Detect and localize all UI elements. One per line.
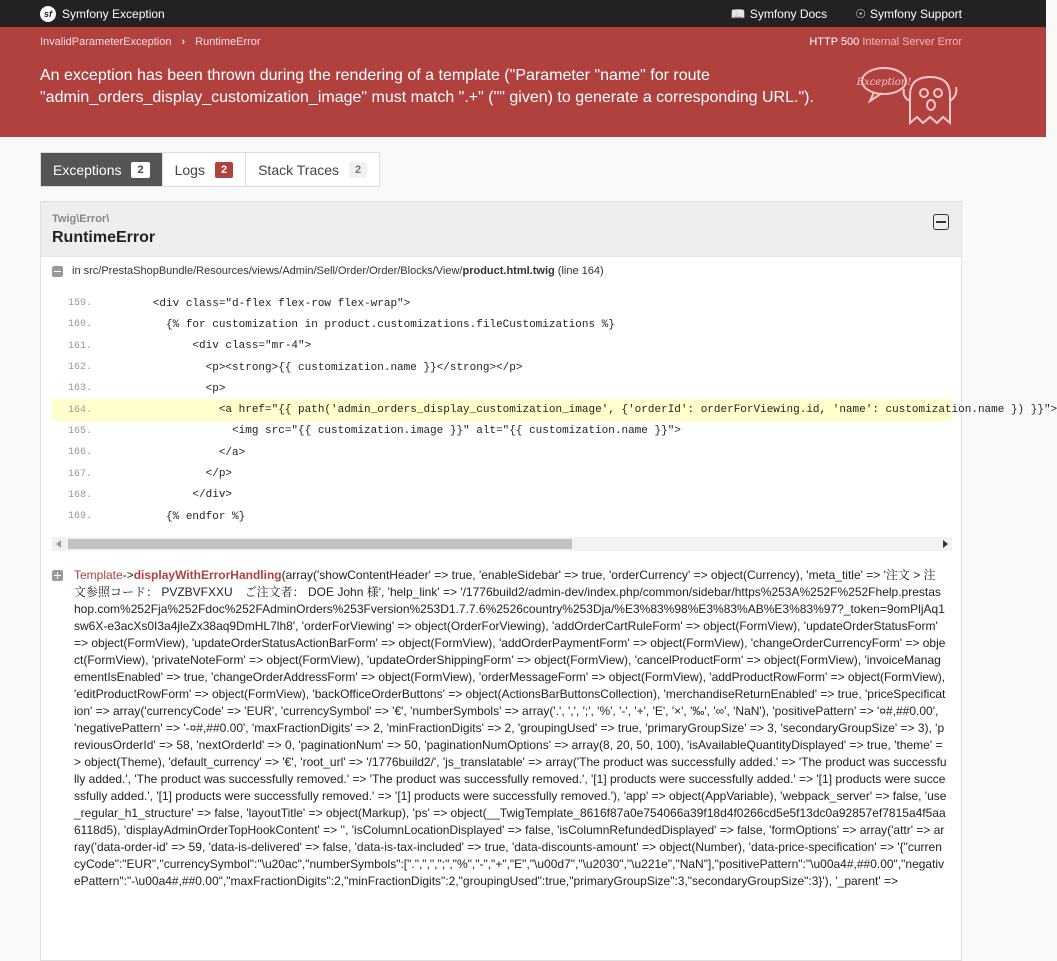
scroll-left-icon[interactable] <box>56 540 61 548</box>
code-text: <p><strong>{{ customization.name }}</strong></p> <box>100 361 523 374</box>
svg-text:Exception!: Exception! <box>856 77 912 88</box>
code-line <box>52 314 952 335</box>
http-status <box>809 36 962 48</box>
code-text: </p> <box>100 468 233 481</box>
line-number: 164. <box>67 404 92 416</box>
code-text: <div class="d-flex flex-row flex-wrap"> <box>100 297 411 310</box>
exception-namespace: Twig\Error\ <box>52 213 110 225</box>
line-number: 165. <box>67 425 92 437</box>
code-line <box>52 506 952 527</box>
symfony-docs-link[interactable] <box>731 7 827 21</box>
count-badge: 2 <box>349 162 367 178</box>
line-number: 166. <box>67 447 92 459</box>
trace-function: displayWithErrorHandling <box>133 568 282 582</box>
docs-label: Symfony Docs <box>749 6 828 21</box>
book-icon: 📖 <box>730 6 746 21</box>
trace-item <box>52 567 947 890</box>
code-line <box>52 378 952 399</box>
horizontal-scrollbar[interactable] <box>52 537 952 551</box>
expand-icon[interactable] <box>52 570 63 581</box>
code-text: </div> <box>100 489 233 502</box>
line-number: 168. <box>67 489 92 501</box>
line-number: 159. <box>67 298 92 310</box>
code-text: <p> <box>100 382 226 395</box>
exception-panel <box>40 201 1057 961</box>
breadcrumb-item-invalidparameterexception[interactable]: InvalidParameterException <box>40 36 172 48</box>
trace-args: (array('showContentHeader' => true, 'enableSidebar' => true, 'orderCurrency' => object(Currency), 'meta_title' => '注文 > 注文参照コード： PVZBVFXXU ご注文者： DOE John 様', 'help_link' => '/1776build2/admin-dev/index.php/common/sidebar/https%253A%252F%252Fhelp.prestashop.com%252Fja%252Fdoc%252FAdminOrders%253Fversion%253D1.7.7.6%2526country%253Dja/%E3%83%98%E3%83%AB%E3%83%97?_token=9omPljAq1sw6X-e3acXs0I3a4jleZx38aq9DmHL7lh8', 'orderForViewing' => object(OrderForViewing), 'addOrderCartRuleForm' => object(FormView), 'updateOrderStatusForm' => object(FormView), 'updateOrderStatusActionBarForm' => object(FormView), 'addOrderPaymentForm' => object(FormView), 'changeOrderCurrencyForm' => object(FormView), 'privateNoteForm' => object(FormView), 'updateOrderShippingForm' => object(FormView), 'cancelProductForm' => object(FormView), 'invoiceManagementIsEnabled' => true, 'changeOrderAddressForm' => object(FormView), 'orderMessageForm' => object(FormView), 'addProductRowForm' => object(FormView), 'editProductRowForm' => object(FormView), 'backOfficeOrderButtons' => object(ActionsBarButtonsCollection), 'merchandiseReturnEnabled' => true, 'priceSpecification' => array('currencyCode' => 'EUR', 'currencySymbol' => '€', 'numberSymbols' => array('.', ',', ';', '%', '-', '+', 'E', '×', '‰', '∞', 'NaN'), 'positivePattern' => '¤#,##0.00', 'negativePattern' => '-¤#,##0.00', 'maxFractionDigits' => 2, 'minFractionDigits' => 2, 'groupingUsed' => true, 'primaryGroupSize' => 3, 'secondaryGroupSize' => 3), 'previousOrderId' => 58, 'nextOrderId' => 0, 'paginationNum' => 50, 'paginationNumOptions' => array(8, 20, 50, 100), 'isAvailableQuantityDisplayed' => true, 'theme' => object(Theme), 'default_currency' => '€', 'root_url' => '/1776build2/', 'js_translatable' => array('The product was successfully added.' => 'The product was successfully added.', 'The product was successfully removed.' => 'The product was successfully removed.', '[1] products were successfully added.' => '[1] products were successfully added.', '[1] products were successfully removed.' => '[1] products were successfully removed.'), 'app' => object(AppVariable), 'webpack_server' => false, 'use_regular_h1_structure' => false, 'layoutTitle' => object(Markup), 'ps' => object(__TwigTemplate_8616f87a0e754066a39f18d4f0266cd5e5f13dc0a92857ef7815a4f5aa6118d5), 'displayAdminOrderTopHookContent' => '', 'isColumnLocationDisplayed' => false, 'isColumnRefundedDisplayed' => false, 'formOptions' => array('attr' => array('data-order-id' => 59, 'data-is-delivered' => false, 'data-is-tax-included' => true, 'data-discounts-amount' => object(Number), 'data-price-specification' => '{"currencyCode":"EUR","currencySymbol":"\u20ac","numberSymbols":[".",",",";","%","-","+","E","\u00d7","\u2030","\u221e","NaN"],"positivePattern":"\u00a4#,##0.00","negativePattern":"-\u00a4#,##0.00","maxFractionDigits":2,"minFractionDigits":2,"groupingUsed":true,"primaryGroupSize":3,"secondaryGroupSize":3}'), '_parent' => <box>74 568 947 888</box>
brand[interactable] <box>40 6 165 22</box>
tab-label: Stack Traces <box>258 161 340 178</box>
tab-stack-traces[interactable] <box>246 153 379 186</box>
line-number: 162. <box>67 362 92 374</box>
code-line <box>52 357 952 378</box>
exception-class: RuntimeError <box>52 229 156 246</box>
lifebuoy-icon: ☉ <box>855 6 866 21</box>
code-text: {% for customization in product.customizations.fileCustomizations %} <box>100 318 615 331</box>
tab-label: Logs <box>174 161 205 178</box>
exception-message: An exception has been thrown during the rendering of a template ("Parameter "name" for route "admin_orders_display_customization_image" must match ".+" ("" given) to generate a corresponding URL."). <box>40 67 814 106</box>
tab-bar <box>40 152 380 187</box>
exception-ghost-icon <box>856 65 962 127</box>
line-number: 167. <box>67 468 92 480</box>
code-text: {% endfor %} <box>100 510 246 523</box>
trace-arrow: -> <box>122 568 134 582</box>
tab-exceptions[interactable] <box>41 153 163 186</box>
code-text: <div class="mr-4"> <box>100 340 312 353</box>
count-badge: 2 <box>215 162 233 178</box>
status-text: Internal Server Error <box>862 36 962 48</box>
brand-label: Symfony Exception <box>62 6 165 21</box>
code-line <box>52 463 952 484</box>
trace-call <box>74 567 947 890</box>
status-code: HTTP 500 <box>809 36 860 48</box>
line-number: 169. <box>67 511 92 523</box>
file-path-prefix: in src/PrestaShopBundle/Resources/views/Admin/Sell/Order/Order/Blocks/View/ <box>72 265 463 277</box>
file-name: product.html.twig <box>462 265 555 277</box>
trace-file-line[interactable] <box>52 265 604 277</box>
chevron-right-icon: › <box>181 36 186 48</box>
exception-header-block <box>41 202 961 257</box>
file-line-number: (line 164) <box>557 265 604 277</box>
file-path <box>72 265 604 277</box>
breadcrumb <box>40 32 962 52</box>
code-text: <img src="{{ customization.image }}" alt="{{ customization.name }}"> <box>100 425 681 438</box>
code-line <box>52 421 952 442</box>
code-text: <a href="{{ path('admin_orders_display_customization_image', {'orderId': orderForViewing.id, 'name': customization.name }) }}"> <box>100 404 1057 417</box>
code-line <box>52 399 1057 420</box>
symfony-logo-icon: sf <box>40 6 56 22</box>
line-number: 163. <box>67 383 92 395</box>
top-bar <box>0 0 1046 27</box>
collapse-icon[interactable] <box>52 266 63 277</box>
trace-class[interactable]: Template <box>74 568 123 582</box>
tab-logs[interactable] <box>163 153 246 186</box>
line-number: 160. <box>67 319 92 331</box>
scrollbar-thumb[interactable] <box>68 539 572 549</box>
code-text: </a> <box>100 446 246 459</box>
tab-label: Exceptions <box>53 161 122 178</box>
support-label: Symfony Support <box>869 6 962 21</box>
code-line <box>52 485 952 506</box>
code-line <box>52 442 952 463</box>
count-badge: 2 <box>131 162 149 178</box>
breadcrumb-item-runtimeerror[interactable]: RuntimeError <box>195 36 261 48</box>
collapse-toggle-icon[interactable] <box>933 214 949 230</box>
line-number: 161. <box>67 340 92 352</box>
code-line <box>52 293 952 314</box>
exception-header <box>0 27 1046 137</box>
scroll-right-icon[interactable] <box>943 540 948 548</box>
code-snippet <box>52 293 1057 530</box>
code-line <box>52 336 952 357</box>
symfony-support-link[interactable] <box>855 7 962 21</box>
